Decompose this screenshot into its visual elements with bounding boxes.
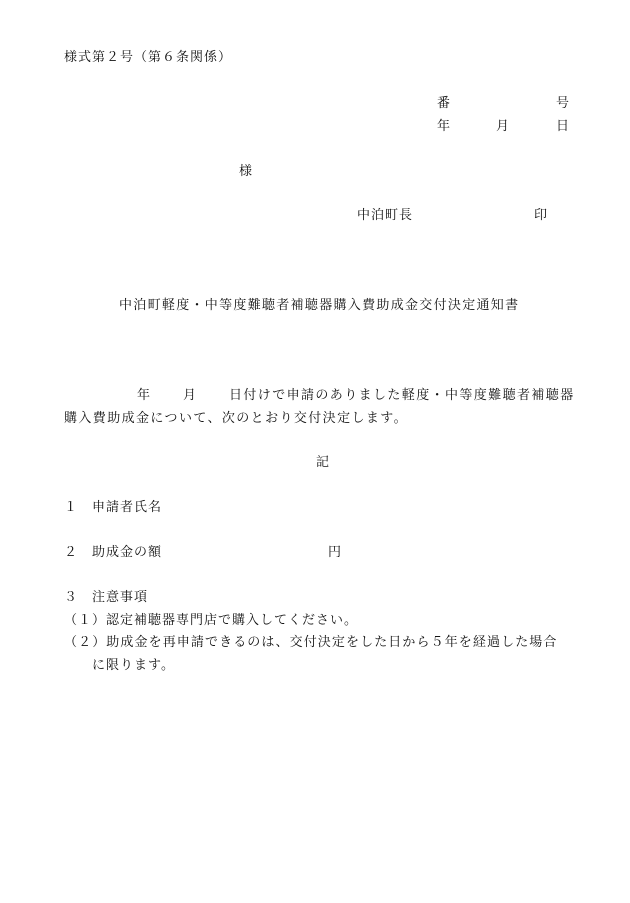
seal-mark: 印 bbox=[534, 208, 549, 223]
item-notes-heading: ３ 注意事項 bbox=[64, 590, 149, 605]
number-label: 番 bbox=[437, 96, 452, 111]
item-applicant-name: １ 申請者氏名 bbox=[64, 500, 163, 515]
note-2-line-2: に限ります。 bbox=[92, 658, 175, 673]
sender-title: 中泊町長 bbox=[357, 208, 414, 223]
date-day: 日 bbox=[556, 119, 571, 134]
item-amount-unit: 円 bbox=[328, 545, 343, 560]
note-1: （１）認定補聴器専門店で購入してください。 bbox=[64, 613, 359, 628]
date-year: 年 bbox=[437, 119, 452, 134]
form-number: 様式第２号（第６条関係） bbox=[64, 50, 233, 65]
ki-heading: 記 bbox=[316, 455, 331, 470]
document-title: 中泊町軽度・中等度難聴者補聴器購入費助成金交付決定通知書 bbox=[119, 298, 520, 313]
addressee-suffix: 様 bbox=[239, 164, 254, 179]
body-line-1: 日付けで申請のありました軽度・中等度難聴者補聴器 bbox=[229, 388, 575, 403]
date-month: 月 bbox=[496, 119, 511, 134]
body-year: 年 bbox=[137, 388, 152, 403]
body-month: 月 bbox=[183, 388, 198, 403]
number-suffix: 号 bbox=[556, 96, 571, 111]
item-amount-label: ２ 助成金の額 bbox=[64, 545, 163, 560]
note-2-line-1: （２）助成金を再申請できるのは、交付決定をした日から５年を経過した場合 bbox=[64, 635, 558, 650]
body-line-2: 購入費助成金について、次のとおり交付決定します。 bbox=[64, 411, 409, 426]
